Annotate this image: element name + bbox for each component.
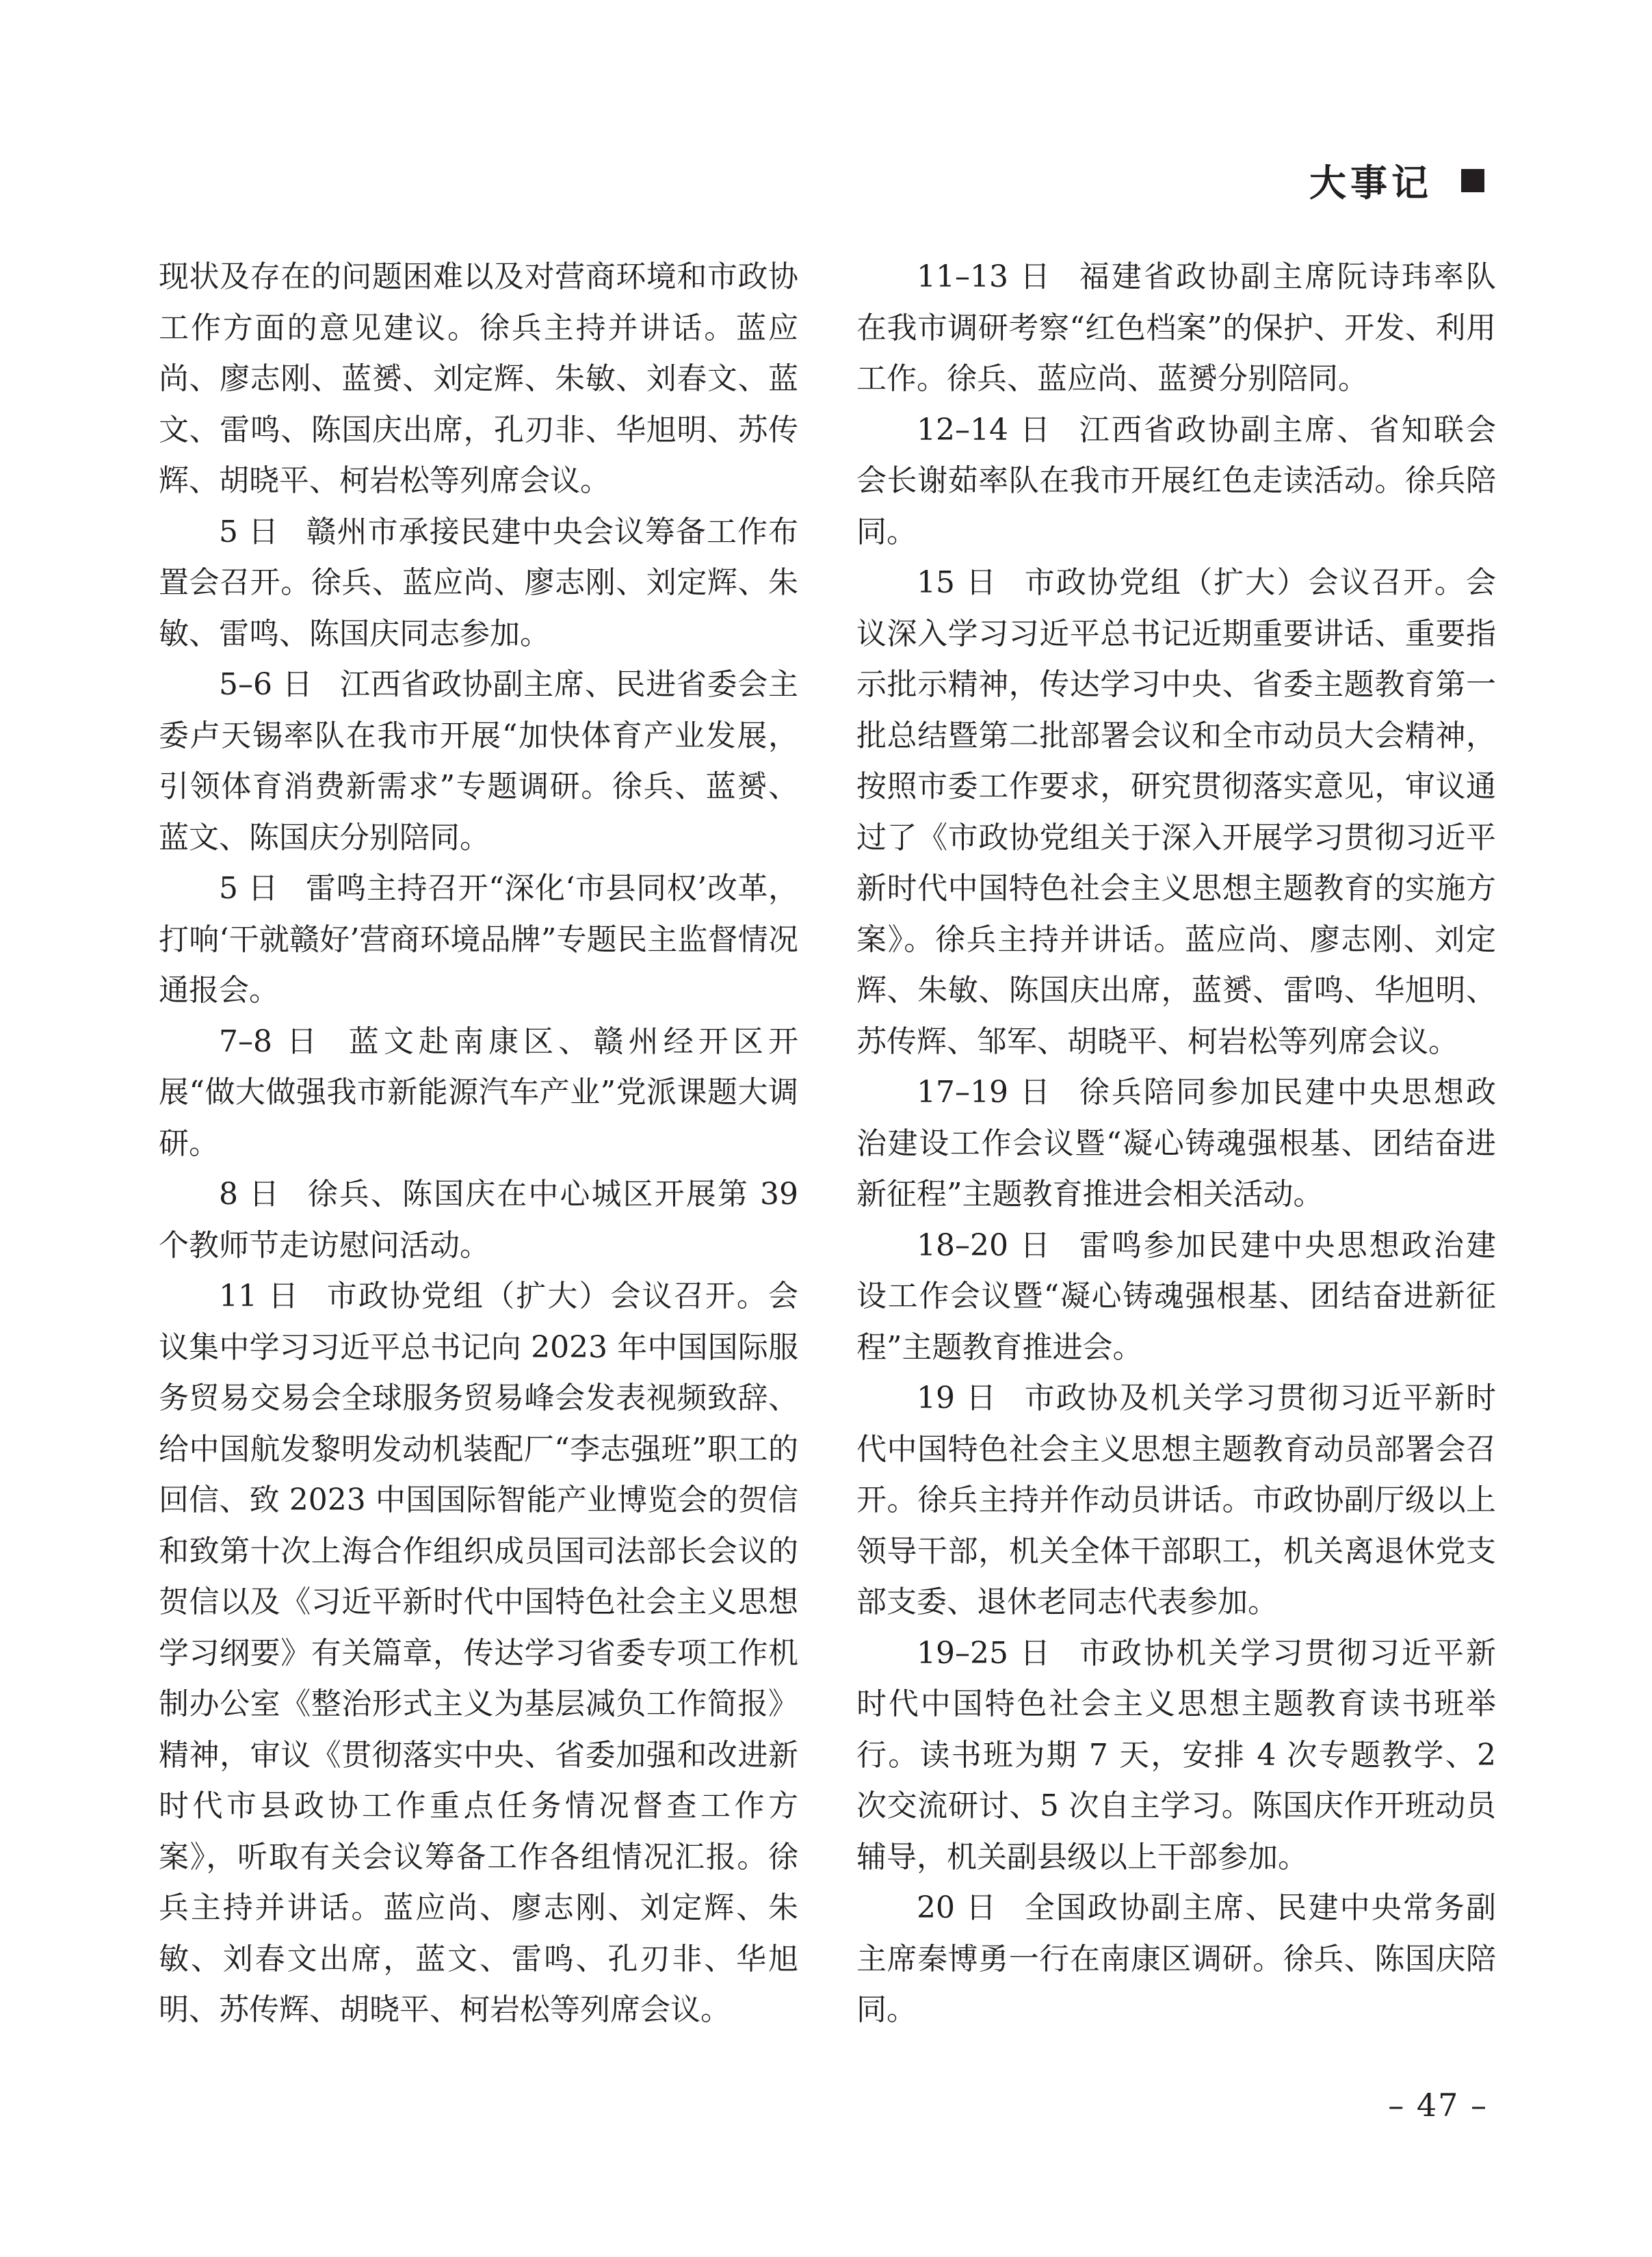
- entry-text: 市政协党组（扩大）会议召开。会议深入学习习近平总书记近期重要讲话、重要指示批示精神，传达学习中央、省委主题教育第一批总结暨第二批部署会议和全市动员大会精神，按照市委工作要求，研究贯彻落实意见，审议通过了《市政协党组关于深入开展学习贯彻习近平新时代中国特色社会主义思想主题教育的实施方案》。徐兵主持并讲话。蓝应尚、廖志刚、刘定辉、朱敏、陈国庆出席，蓝赟、雷鸣、华旭明、苏传辉、邹军、胡晓平、柯岩松等列席会议。: [856, 565, 1496, 1059]
- entry-date: 8 日: [219, 1177, 281, 1212]
- entry: [856, 1373, 1496, 1628]
- entry-date: 7–8 日: [219, 1023, 322, 1059]
- entry-date: 11 日: [219, 1279, 300, 1314]
- entry-text: 蓝文赴南康区、赣州经开区开展“做大做强我市新能源汽车产业”党派课题大调研。: [159, 1023, 798, 1161]
- entry: [856, 252, 1496, 405]
- entry-date: 15 日: [917, 565, 998, 600]
- entry: [856, 1221, 1496, 1374]
- entry-date: 5 日: [219, 514, 280, 549]
- running-header: [1309, 154, 1484, 207]
- entry-text: 赣州市承接民建中央会议筹备工作布置会召开。徐兵、蓝应尚、廖志刚、刘定辉、朱敏、雷鸣、陈国庆同志参加。: [159, 514, 798, 651]
- entry: [856, 558, 1496, 1067]
- entry: [856, 1628, 1496, 1883]
- entry: [856, 1067, 1496, 1221]
- entry-text: 雷鸣主持召开“深化‘市县同权’改革，打响‘干就赣好’营商环境品牌”专题民主监督情况通报会。: [159, 871, 798, 1008]
- entry-date: 19 日: [917, 1381, 998, 1415]
- square-marker-icon: [1461, 169, 1484, 192]
- entry-continued: [159, 252, 798, 507]
- right-column: [856, 252, 1496, 2036]
- entry-text: 徐兵、陈国庆在中心城区开展第 39 个教师节走访慰问活动。: [159, 1177, 798, 1263]
- entry: [856, 405, 1496, 558]
- entry-text: 雷鸣参加民建中央思想政治建设工作会议暨“凝心铸魂强根基、团结奋进新征程”主题教育推进会。: [856, 1227, 1496, 1365]
- entry-text: 现状及存在的问题困难以及对营商环境和市政协工作方面的意见建议。徐兵主持并讲话。蓝应尚、廖志刚、蓝赟、刘定辉、朱敏、刘春文、蓝文、雷鸣、陈国庆出席，孔刃非、华旭明、苏传辉、胡晓平、柯岩松等列席会议。: [159, 259, 798, 498]
- entry-date: 11–13 日: [917, 259, 1053, 294]
- entry: [159, 1271, 798, 2036]
- entry: [159, 1169, 798, 1271]
- entry: [856, 1883, 1496, 2036]
- entry-text: 市政协机关学习贯彻习近平新时代中国特色社会主义思想主题教育读书班举行。读书班为期 7 天，安排 4 次专题教学、2 次交流研讨、5 次自主学习。陈国庆作开班动员辅导，机关副县级以上干部参加。: [856, 1635, 1496, 1875]
- entry-date: 17–19 日: [917, 1075, 1053, 1110]
- entry-text: 江西省政协副主席、省知联会会长谢茹率队在我市开展红色走读活动。徐兵陪同。: [856, 412, 1496, 549]
- entry-text: 徐兵陪同参加民建中央思想政治建设工作会议暨“凝心铸魂强根基、团结奋进新征程”主题教育推进会相关活动。: [856, 1075, 1496, 1212]
- entry-text: 市政协及机关学习贯彻习近平新时代中国特色社会主义思想主题教育动员部署会召开。徐兵主持并作动员讲话。市政协副厅级以上领导干部，机关全体干部职工，机关离退休党支部支委、退休老同志代表参加。: [856, 1381, 1496, 1619]
- entry-date: 20 日: [917, 1890, 998, 1925]
- section-title: 大事记: [1309, 161, 1432, 205]
- entry-text: 市政协党组（扩大）会议召开。会议集中学习习近平总书记向 2023 年中国国际服务贸易交易会全球服务贸易峰会发表视频致辞、给中国航发黎明发动机装配厂“李志强班”职工的回信、致 2023 中国国际智能产业博览会的贺信和致第十次上海合作组织成员国司法部长会议的贺信以及《习近平新时代中国特色社会主义思想学习纲要》有关篇章，传达学习省委专项工作机制办公室《整治形式主义为基层减负工作简报》精神，审议《贯彻落实中央、省委加强和改进新时代市县政协工作重点任务情况督查工作方案》，听取有关会议筹备工作各组情况汇报。徐兵主持并讲话。蓝应尚、廖志刚、刘定辉、朱敏、刘春文出席，蓝文、雷鸣、孔刃非、华旭明、苏传辉、胡晓平、柯岩松等列席会议。: [159, 1279, 798, 2027]
- entry-date: 18–20 日: [917, 1227, 1053, 1263]
- entry-date: 5–6 日: [219, 667, 313, 702]
- entry-text: 福建省政协副主席阮诗玮率队在我市调研考察“红色档案”的保护、开发、利用工作。徐兵、蓝应尚、蓝赟分别陪同。: [856, 259, 1496, 396]
- entry: [159, 1017, 798, 1170]
- entry-text: 全国政协副主席、民建中央常务副主席秦博勇一行在南康区调研。徐兵、陈国庆陪同。: [856, 1890, 1496, 2027]
- entry: [159, 507, 798, 660]
- entry-date: 12–14 日: [917, 412, 1053, 447]
- entry: [159, 863, 798, 1017]
- entry-date: 19–25 日: [917, 1635, 1053, 1671]
- entry-date: 5 日: [219, 871, 279, 906]
- left-column: [159, 252, 798, 2036]
- entry-text: 江西省政协副主席、民进省委会主委卢天锡率队在我市开展“加快体育产业发展，引领体育消费新需求”专题调研。徐兵、蓝赟、蓝文、陈国庆分别陪同。: [159, 667, 798, 855]
- entry: [159, 660, 798, 863]
- page-number: – 47 –: [1388, 2087, 1488, 2124]
